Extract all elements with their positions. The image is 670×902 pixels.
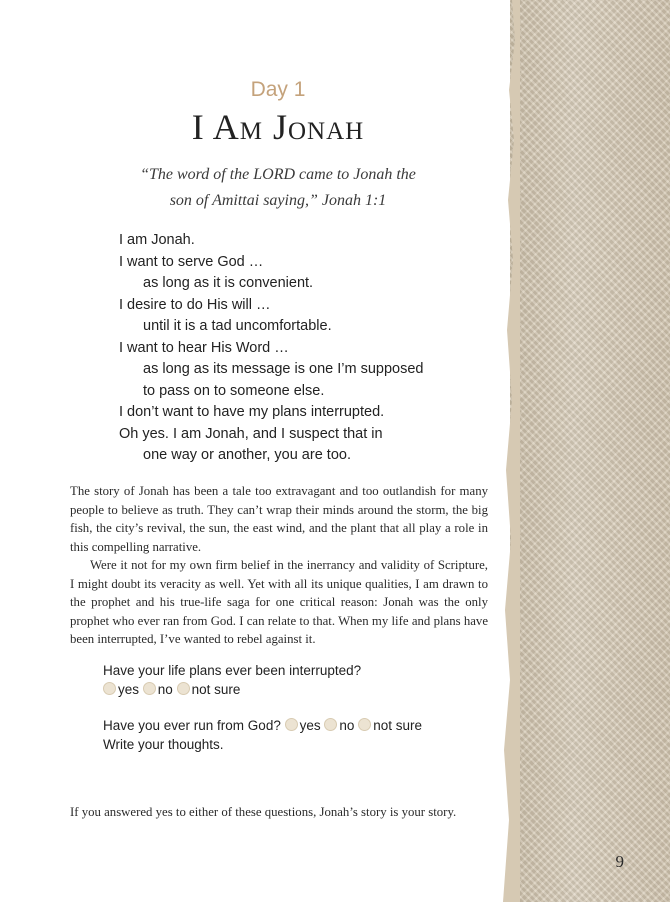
poem-line: until it is a tad uncomfortable.: [143, 318, 332, 334]
poem-line: Oh yes. I am Jonah, and I suspect that in: [119, 425, 383, 442]
day-label: Day 1: [250, 78, 306, 101]
no-checkbox[interactable]: [324, 718, 337, 731]
option-label: yes: [118, 682, 140, 697]
closing-text: If you answered yes to either of these questions, Jonah’s story is your story.: [70, 805, 457, 819]
write-prompt: Write your thoughts.: [103, 737, 224, 752]
epigraph: [0, 162, 556, 214]
yes-checkbox[interactable]: [285, 718, 298, 731]
epigraph-line: “The word of the LORD came to Jonah the: [140, 166, 416, 183]
poem-line: to pass on to someone else.: [143, 382, 325, 399]
page-number: 9: [615, 852, 624, 871]
paragraph-2: Were it not for my own firm belief in the inerrancy and validity of Scripture, I might doubt its veracity as well. Yet with all its unique qualities, I am drawn to the prophet and his true-life saga for one critical reason: Jonah was the only prophet who ever ran from God. I can relate to that. When my life and plans have been interrupted, I’ve wanted to rebel against it.: [70, 558, 488, 646]
poem-line: I am Jonah.: [119, 232, 195, 248]
not-sure-checkbox[interactable]: [358, 718, 371, 731]
question-2: Have you ever run from God?: [103, 718, 281, 733]
option-label: no: [157, 682, 173, 697]
poem-line: I want to serve God …: [119, 253, 264, 270]
poem-line: as long as its message is one I’m supposed: [143, 361, 424, 377]
option-label: yes: [299, 718, 321, 733]
body-text: [70, 482, 488, 649]
poem-line: I desire to do His will …: [119, 296, 271, 313]
option-label: not sure: [373, 718, 422, 733]
question-1: Have your life plans ever been interrupted?: [103, 663, 362, 678]
page-title: I Am Jonah: [191, 107, 365, 147]
question-1-options: [103, 680, 240, 699]
yes-checkbox[interactable]: [103, 682, 116, 695]
epigraph-line: son of Amittai saying,” Jonah 1:1: [169, 192, 387, 209]
option-label: no: [339, 718, 355, 733]
question-2-row: [103, 716, 422, 735]
poem-line: I don’t want to have my plans interrupted.: [119, 404, 385, 420]
no-checkbox[interactable]: [143, 682, 156, 695]
poem-line: one way or another, you are too.: [143, 447, 351, 463]
poem-line: as long as it is convenient.: [143, 275, 314, 291]
option-label: not sure: [191, 682, 241, 697]
paragraph-1: The story of Jonah has been a tale too extravagant and too outlandish for many people to believe as truth. They can’t wrap their minds around the storm, the big fish, the city’s revival, the sun, the east wind, and the plant that all play a role in this compelling narrative.: [70, 484, 488, 554]
poem-line: I want to hear His Word …: [119, 339, 289, 356]
not-sure-checkbox[interactable]: [177, 682, 190, 695]
poem: [119, 230, 519, 467]
